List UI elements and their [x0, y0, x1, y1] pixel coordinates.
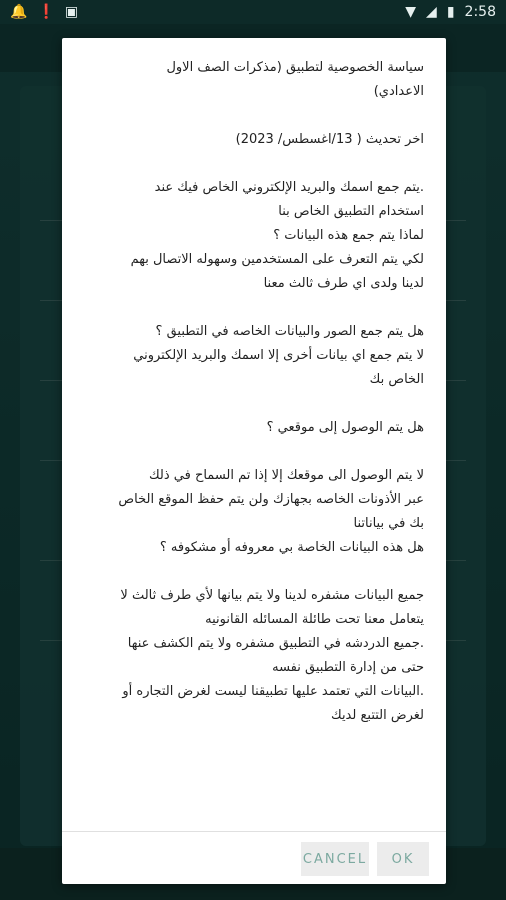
bell-notification-icon: 🔔	[10, 4, 28, 20]
battery-icon: ▮	[446, 4, 455, 20]
policy-line: سياسة الخصوصية لتطبيق (مذكرات الصف الاول	[166, 60, 424, 75]
policy-line: بك في بياناتنا	[353, 516, 424, 531]
blank-line	[84, 392, 424, 416]
policy-line: .البيانات التي تعتمد عليها تطبيقنا ليست لغرض التجاره أو	[122, 684, 424, 699]
alert-notification-icon: ❗	[37, 4, 55, 20]
policy-line: هل يتم الوصول إلى موقعي ؟	[266, 420, 424, 435]
policy-line: .يتم جمع اسمك والبريد الإلكتروني الخاص فيك عند	[154, 180, 424, 195]
ok-button[interactable]: OK	[377, 842, 429, 876]
blank-line	[84, 152, 424, 176]
notification-icons	[10, 4, 78, 20]
policy-line: لكي يتم التعرف على المستخدمين وسهوله الاتصال بهم	[130, 252, 424, 267]
privacy-policy-dialog	[62, 38, 446, 884]
signal-icon: ◢	[426, 4, 437, 20]
cancel-button[interactable]: CANCEL	[301, 842, 369, 876]
status-bar	[0, 0, 506, 24]
policy-line: .جميع الدردشه في التطبيق مشفره ولا يتم الكشف عنها	[127, 636, 424, 651]
policy-line: لا يتم جمع اي بيانات أخرى إلا اسمك والبريد الإلكتروني	[133, 348, 424, 363]
system-icons	[405, 4, 496, 20]
policy-line: جميع البيانات مشفره لدينا ولا يتم بيانها لأي طرف ثالث لا	[120, 588, 424, 603]
policy-line: الخاص بك	[369, 372, 424, 387]
policy-line: استخدام التطبيق الخاص بنا	[278, 204, 424, 219]
policy-line: لماذا يتم جمع هذه البيانات ؟	[273, 228, 424, 243]
policy-line: يتعامل معنا تحت طائلة المسائله القانونيه	[205, 612, 424, 627]
policy-line: الاعدادي)	[373, 84, 424, 99]
policy-line: هل يتم جمع الصور والبيانات الخاصه في التطبيق ؟	[155, 324, 424, 339]
privacy-policy-text[interactable]	[62, 38, 446, 830]
policy-line: لا يتم الوصول الى موقعك إلا إذا تم السماح في ذلك	[148, 468, 424, 483]
blank-line	[84, 104, 424, 128]
clock-text: 2:58	[464, 4, 496, 20]
policy-line: حتى من إدارة التطبيق نفسه	[272, 660, 424, 675]
policy-line: هل هذه البيانات الخاصة بي معروفه أو مشكوفه ؟	[159, 540, 424, 555]
policy-line: عبر الأذونات الخاصه بجهازك ولن يتم حفظ الموقع الخاص	[118, 492, 424, 507]
blank-line	[84, 296, 424, 320]
image-notification-icon: ▣	[64, 4, 79, 20]
blank-line	[84, 440, 424, 464]
blank-line	[84, 560, 424, 584]
dialog-divider	[62, 831, 446, 832]
wifi-icon: ▼	[405, 4, 417, 20]
policy-line: اخر تحديث ( 13/اغسطس/ 2023)	[235, 132, 424, 147]
policy-line: لدينا ولدى اي طرف ثالث معنا	[263, 276, 424, 291]
policy-line: لغرض التتبع لديك	[330, 708, 424, 723]
